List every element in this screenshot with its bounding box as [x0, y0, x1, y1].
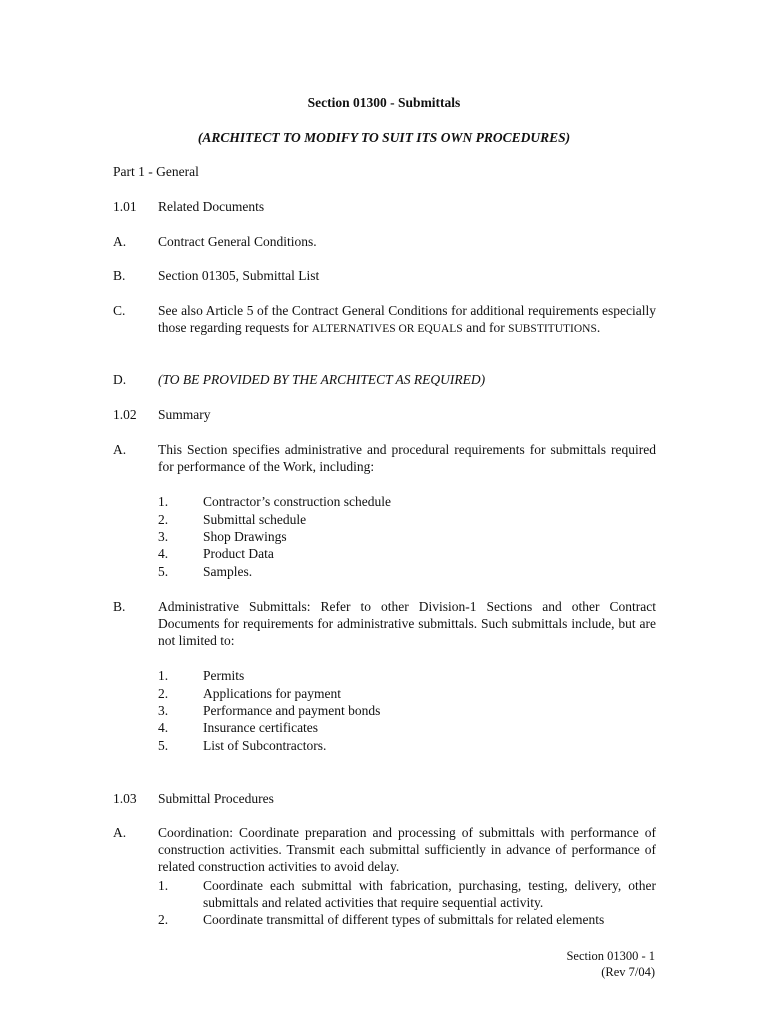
list-number: 4. — [158, 546, 169, 561]
article-number: 1.02 — [113, 407, 137, 422]
paragraph-text: Administrative Submittals: Refer to other Division-1 Sections and other Contract Documents for requirements for administrative submittals. Such submittals include, but are not limited to: — [158, 599, 656, 648]
list-text: Insurance certificates — [203, 720, 319, 735]
article-title: Summary — [158, 407, 211, 422]
paragraph-label: C. — [113, 303, 126, 318]
list-text: Coordinate transmittal of different types of submittals for related elements — [203, 912, 605, 927]
paragraph-label: A. — [113, 234, 127, 249]
alternatives-term: ALTERNATIVES OR EQUALS — [311, 323, 463, 335]
list-number: 4. — [158, 720, 169, 735]
list-text: Shop Drawings — [203, 529, 287, 544]
section-subtitle: (ARCHITECT TO MODIFY TO SUIT ITS OWN PROCEDURES) — [197, 130, 571, 145]
paragraph-text: (TO BE PROVIDED BY THE ARCHITECT AS REQUIRED) — [158, 372, 486, 387]
paragraph-text — [158, 302, 656, 338]
list-text: Submittal schedule — [203, 512, 307, 527]
list-text: List of Subcontractors. — [203, 738, 327, 753]
paragraph-label: B. — [113, 268, 126, 283]
paragraph-text: Section 01305, Submittal List — [158, 268, 320, 283]
list-text: Contractor’s construction schedule — [203, 494, 391, 509]
footer-revision: (Rev 7/04) — [601, 965, 655, 979]
list-text: Applications for payment — [203, 686, 341, 701]
paragraph-text-part: and for — [466, 320, 505, 335]
paragraph-text: This Section specifies administrative and procedural requirements for submittals required for performance of the Work, including: — [158, 442, 656, 474]
paragraph-text: Coordination: Coordinate preparation and processing of submittals with performance of construction activities. Transmit each submittal sufficiently in advance of performance of related construction activities to avoid delay. — [158, 825, 656, 874]
paragraph-label: B. — [113, 599, 126, 614]
list-text: Permits — [203, 668, 245, 683]
list-number: 2. — [158, 512, 169, 527]
list-text: Samples. — [203, 564, 253, 579]
part-heading: Part 1 - General — [113, 164, 199, 179]
article-title: Related Documents — [158, 199, 265, 214]
list-number: 2. — [158, 912, 169, 927]
article-number: 1.01 — [113, 199, 137, 214]
list-number: 5. — [158, 738, 169, 753]
paragraph-text: Contract General Conditions. — [158, 234, 317, 249]
page-footer — [566, 948, 655, 980]
list-number: 1. — [158, 878, 169, 893]
list-number: 3. — [158, 703, 169, 718]
footer-page-number: Section 01300 - 1 — [566, 949, 655, 963]
substitutions-term: SUBSTITUTIONS — [508, 323, 597, 335]
article-title: Submittal Procedures — [158, 791, 274, 806]
article-number: 1.03 — [113, 791, 137, 806]
list-number: 2. — [158, 686, 169, 701]
list-number: 1. — [158, 494, 169, 509]
paragraph-label: A. — [113, 825, 127, 840]
paragraph-label: A. — [113, 442, 127, 457]
list-text: Product Data — [203, 546, 274, 561]
section-title: Section 01300 - Submittals — [307, 95, 461, 110]
list-text: Performance and payment bonds — [203, 703, 381, 718]
list-number: 3. — [158, 529, 169, 544]
paragraph-label: D. — [113, 372, 127, 387]
list-number: 5. — [158, 564, 169, 579]
list-number: 1. — [158, 668, 169, 683]
paragraph-text-part: See also Article 5 of the Contract General Conditions for additional requirements especially those regarding requests for — [158, 303, 656, 335]
list-text: Coordinate each submittal with fabrication, purchasing, testing, delivery, other submittals and related activities that require sequential activity. — [203, 878, 656, 910]
paragraph-text-part: . — [596, 320, 601, 335]
